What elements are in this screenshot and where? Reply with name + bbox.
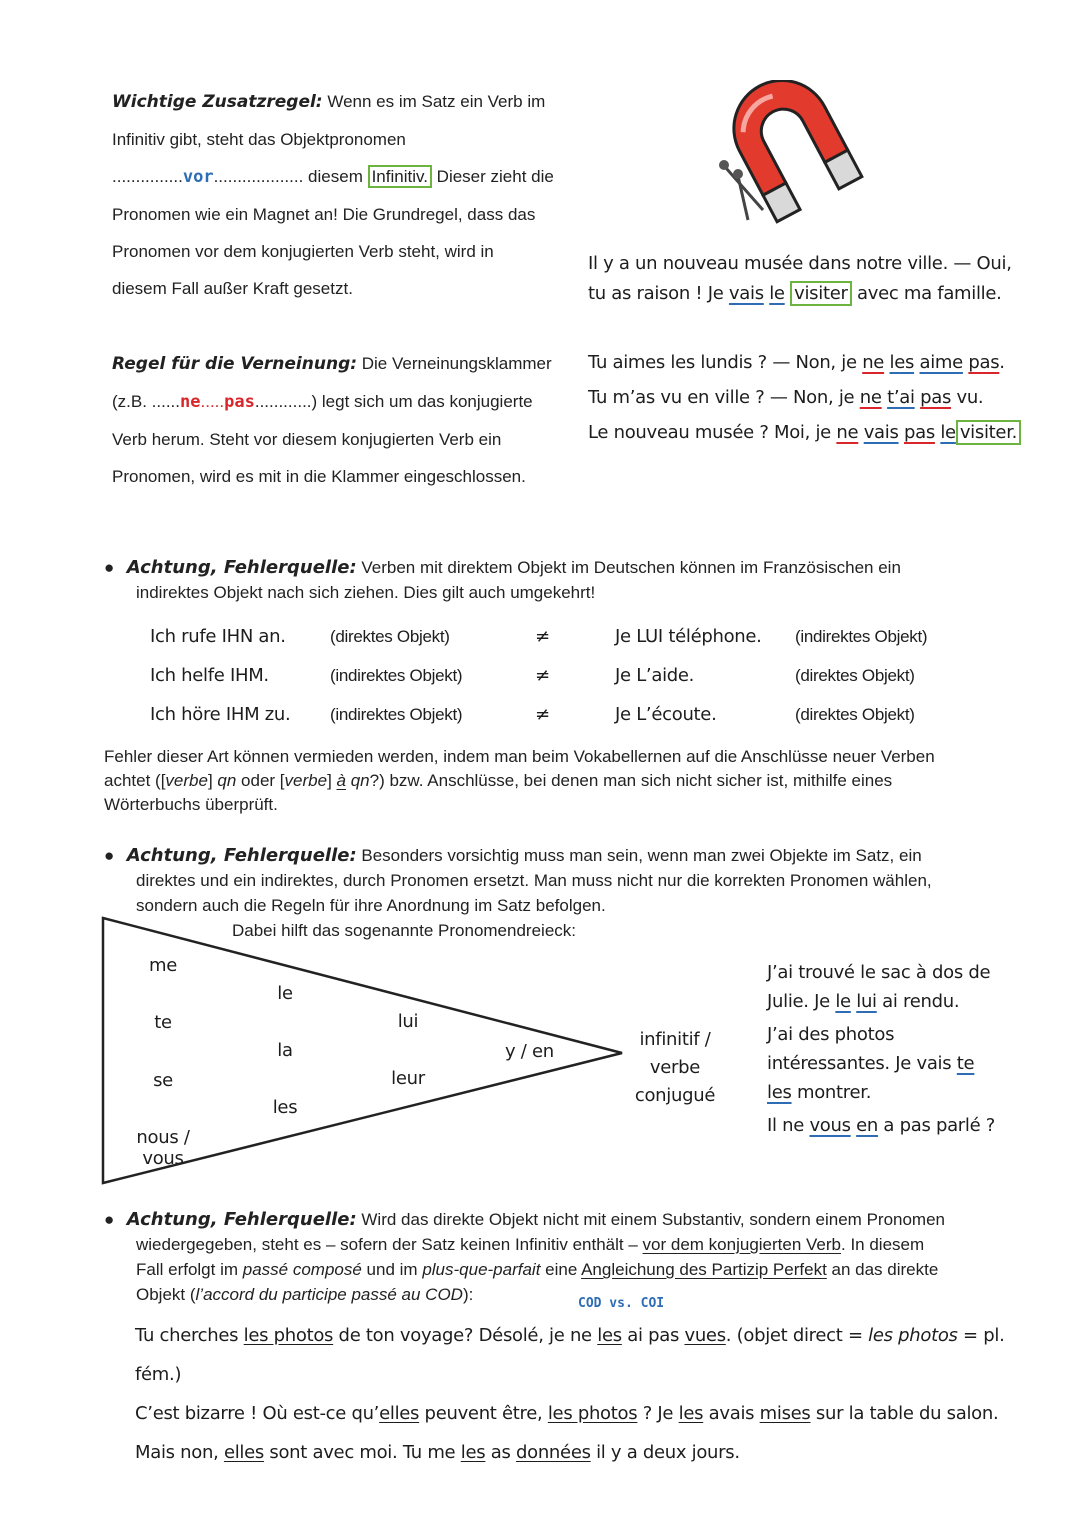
pronoun-les: les <box>272 1097 298 1118</box>
bomb-icon: ● <box>104 558 115 577</box>
rule-negation-line1: Regel für die Verneinung: Die Verneinungsklammer <box>112 354 552 374</box>
bomb-icon: ● <box>104 1210 115 1229</box>
example-accord: Tu cherches les photos de ton voyage? Désolé, je ne les ai pas vues. (objet direct = les photos = pl. fém.) C’est bizarre ! Où est-ce qu’elles peuvent être, les photos ? Je les avais mises sur la table du salon. Mais non, elles sont avec moi. Tu me les as données il y a deux jours. <box>135 1325 1005 1463</box>
french-object-type: (direktes Objekt) <box>795 665 915 685</box>
warning1-note: Fehler dieser Art können vermieden werden, indem man beim Vokabellernen auf die Anschlüsse neuer Verben achtet ([verbe] qn oder [verbe] à qn?) bzw. Anschlüsse, bei denen man sich nicht sicher ist, mithilfe eines Wörterbuchs überprüft. <box>104 747 935 814</box>
warning3-title: Achtung, Fehlerquelle: <box>126 1209 357 1230</box>
german-sentence: Ich höre IHM zu. <box>150 704 291 725</box>
word-vais: vais <box>728 283 764 304</box>
pronoun-lui: lui <box>397 1011 419 1032</box>
example-infinitiv-line2: tu as raison ! Je vais le visiter avec ma famille. <box>588 283 1002 304</box>
rule-negation-title: Regel für die Verneinung: <box>112 354 358 374</box>
not-equal-sign: ≠ <box>535 626 550 647</box>
rule-infinitiv-line5: Pronomen vor dem konjugierten Verb steht, wird in <box>112 242 494 261</box>
pronoun-la: la <box>277 1040 293 1061</box>
pronoun-nous-vous: nous / vous <box>136 1127 190 1169</box>
rule-infinitiv-block <box>112 83 582 307</box>
rule-infinitiv-title: Wichtige Zusatzregel: <box>112 92 323 112</box>
rule-negation-line2: (z.B. ......ne.....pas............) legt sich um das konjugierte <box>112 392 533 412</box>
pronoun-me: me <box>148 955 177 976</box>
french-object-type: (direktes Objekt) <box>795 704 915 724</box>
example-two-pronouns: J’ai trouvé le sac à dos de Julie. Je le lui ai rendu. J’ai des photos intéressantes. Je vais te les montrer. Il ne vous en a pas parlé ? <box>767 962 996 1136</box>
rule-negation-block <box>112 345 582 495</box>
french-sentence: Je L’écoute. <box>615 704 717 725</box>
rule-infinitiv-line4: Pronomen wie ein Magnet an! Die Grundregel, dass das <box>112 205 536 224</box>
french-sentence: Je L’aide. <box>615 665 695 686</box>
warning-accord: ● Achtung, Fehlerquelle: Wird das direkte Objekt nicht mit einem Substantiv, sondern einem Pronomen wiedergegeben, steht es – sofern der Satz keinen Infinitiv enthält – vor dem konjugierten Verb. In diesem Fall erfolgt im passé composé und im plus-que-parfait eine Angleichung des Partizip Perfekt an das direkte Objekt (l’accord du participe passé au COD): <box>104 1209 945 1304</box>
example-negation-line3: Le nouveau musée ? Moi, je ne vais pas le visiter. <box>588 415 1021 450</box>
rule-negation-line3: Verb herum. Steht vor diesem konjugierten Verb ein <box>112 430 502 449</box>
word-visiter: visiter <box>790 281 851 306</box>
pronoun-se: se <box>153 1070 173 1091</box>
example-negation <box>588 345 1021 450</box>
triangle-tip-label: infinitif / verbe conjugué <box>634 1029 716 1106</box>
blank-answer-pas: pas <box>224 392 255 412</box>
verb-comparison-table <box>150 617 995 734</box>
german-object-type: (indirektes Objekt) <box>330 665 463 685</box>
german-object-type: (direktes Objekt) <box>330 626 450 646</box>
not-equal-sign: ≠ <box>535 704 550 725</box>
not-equal-sign: ≠ <box>535 665 550 686</box>
infinitiv-highlight: Infinitiv. <box>368 165 432 188</box>
warning1-title: Achtung, Fehlerquelle: <box>126 557 357 578</box>
rule-infinitiv-line2: Infinitiv gibt, steht das Objektpronomen <box>112 130 406 149</box>
example-negation-line2: Tu m’as vu en ville ? — Non, je ne t’ai pas vu. <box>588 387 984 408</box>
warning-direct-indirect <box>104 555 1004 605</box>
warning-two-pronouns: ● Achtung, Fehlerquelle: Besonders vorsichtig muss man sein, wenn man zwei Objekte im Satz, ein direktes und ein indirektes, durch Pronomen ersetzt. Man muss nicht nur die korrekten Pronomen wählen, sondern auch die Regeln für ihre Anordnung im Satz befolgen. Dabei hilft das sogenannte Pronomendreieck: <box>104 845 932 940</box>
verb-comparison-row <box>150 695 995 734</box>
bomb-icon: ● <box>104 846 115 865</box>
cod-coi-note: COD vs. COI <box>578 1296 665 1311</box>
verb-comparison-row <box>150 617 995 656</box>
warning1-line1: ● Achtung, Fehlerquelle: Verben mit direktem Objekt im Deutschen können im Französischen ein <box>104 557 901 578</box>
rule-infinitiv-line6: diesem Fall außer Kraft gesetzt. <box>112 279 353 298</box>
german-object-type: (indirektes Objekt) <box>330 704 463 724</box>
rule-infinitiv-line3: ...............vor................... diesem Infinitiv. Dieser zieht die <box>112 167 554 187</box>
warning1-line2: indirektes Objekt nach sich ziehen. Dies gilt auch umgekehrt! <box>136 583 596 602</box>
example-infinitiv-line1: Il y a un nouveau musée dans notre ville. — Oui, <box>588 253 1012 274</box>
word-le: le <box>769 283 785 304</box>
french-sentence: Je LUI téléphone. <box>615 626 762 647</box>
verb-comparison-row <box>150 656 995 695</box>
blank-answer-ne: ne <box>180 392 201 412</box>
example-negation-line1: Tu aimes les lundis ? — Non, je ne les aime pas. <box>588 352 1005 373</box>
magnet-illustration <box>708 80 883 230</box>
rule-negation-line4: Pronomen, wird es mit in die Klammer eingeschlossen. <box>112 467 526 486</box>
example-infinitiv <box>588 249 1012 309</box>
pronoun-te: te <box>154 1012 172 1033</box>
german-sentence: Ich helfe IHM. <box>150 665 269 686</box>
warning2-title: Achtung, Fehlerquelle: <box>126 845 357 866</box>
german-sentence: Ich rufe IHN an. <box>150 626 286 647</box>
blank-answer-vor: vor <box>182 167 214 187</box>
pronoun-le: le <box>277 983 293 1004</box>
rule-infinitiv-line1: Wichtige Zusatzregel: Wenn es im Satz ein Verb im <box>112 92 546 112</box>
pronoun-leur: leur <box>391 1068 425 1089</box>
french-object-type: (indirektes Objekt) <box>795 626 928 646</box>
pronoun-y-en: y / en <box>505 1041 554 1062</box>
